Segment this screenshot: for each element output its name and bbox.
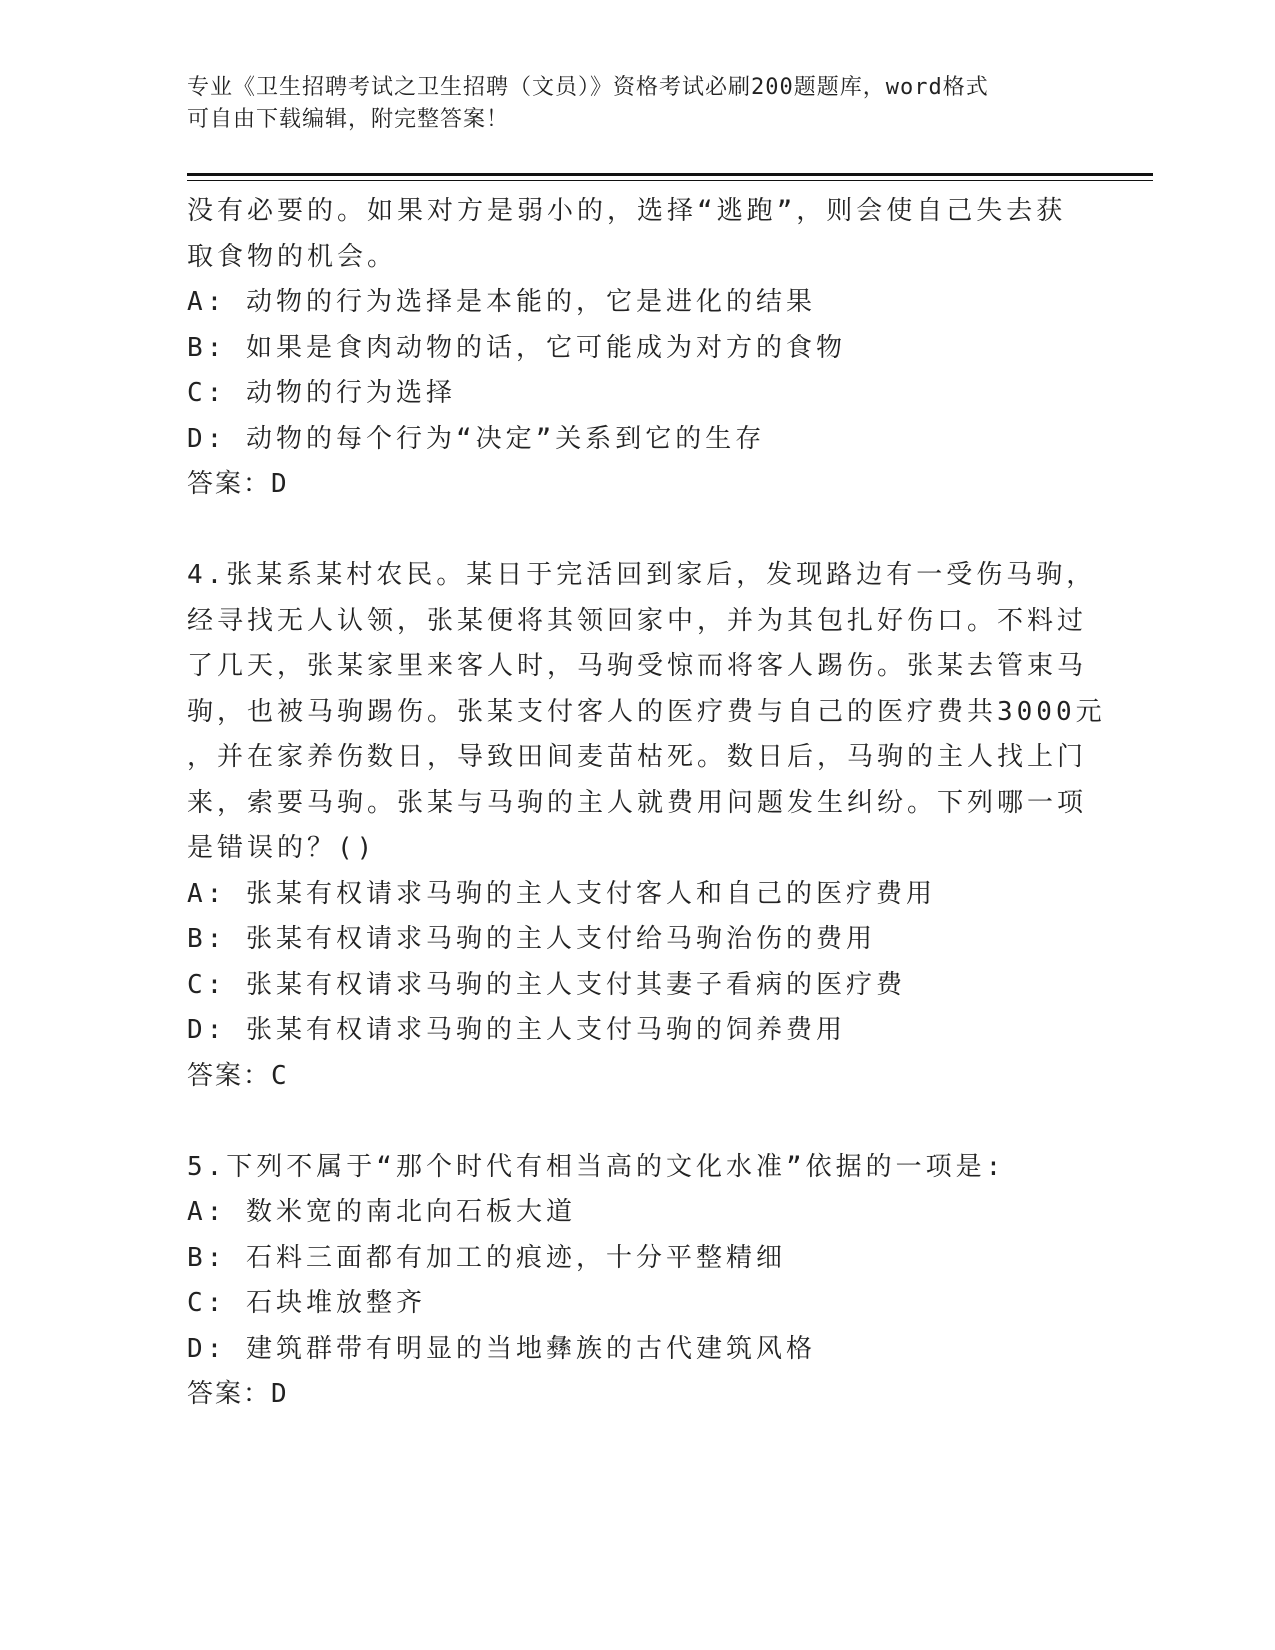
answer-line: 答案：D [187,469,289,499]
option-b: B: 石料三面都有加工的痕迹，十分平整精细 [187,1242,786,1273]
question-text-line: 取食物的机会。 [187,241,398,272]
question-5 [187,1145,1107,1418]
header-divider-thick [187,173,1153,176]
header-title-line-1: 专业《卫生招聘考试之卫生招聘（文员）》资格考试必刷200题题库，word格式 [187,75,989,100]
answer-line: 答案：D [187,1379,289,1409]
option-a: A: 动物的行为选择是本能的，它是进化的结果 [187,287,816,317]
question-4 [187,553,1107,1099]
answer-line: 答案：C [187,1060,289,1091]
question-text-line: 没有必要的。如果对方是弱小的，选择“逃跑”，则会使自己失去获 [187,196,1067,226]
option-a: A: 数米宽的南北向石板大道 [187,1197,576,1227]
option-c: C: 动物的行为选择 [187,378,456,408]
question-text-line: 了几天，张某家里来客人时，马驹受惊而将客人踢伤。张某去管束马 [187,651,1088,681]
question-3-continuation [187,189,1107,508]
question-list [187,189,1107,1418]
option-d: D: 建筑群带有明显的当地彝族的古代建筑风格 [187,1333,816,1364]
option-d: D: 张某有权请求马驹的主人支付马驹的饲养费用 [187,1015,846,1045]
question-text-line: 经寻找无人认领，张某便将其领回家中，并为其包扎好伤口。不料过 [187,605,1088,636]
question-text-line: 5.下列不属于“那个时代有相当高的文化水准”依据的一项是: [187,1151,1006,1182]
header-title-line-2: 可自由下载编辑，附完整答案！ [187,107,510,132]
question-text-line: ，并在家养伤数日，导致田间麦苗枯死。数日后，马驹的主人找上门 [187,742,1088,772]
option-b: B: 张某有权请求马驹的主人支付给马驹治伤的费用 [187,924,876,954]
option-d: D: 动物的每个行为“决定”关系到它的生存 [187,423,766,454]
question-text-line: 来，索要马驹。张某与马驹的主人就费用问题发生纠纷。下列哪一项 [187,787,1088,818]
question-text-line: 驹，也被马驹踢伤。张某支付客人的医疗费与自己的医疗费共3000元 [187,696,1106,727]
spacer [187,508,1107,554]
option-c: C: 张某有权请求马驹的主人支付其妻子看病的医疗费 [187,969,906,1000]
option-b: B: 如果是食肉动物的话，它可能成为对方的食物 [187,332,846,363]
question-text-line: 是错误的？() [187,833,377,863]
option-c: C: 石块堆放整齐 [187,1288,426,1318]
spacer [187,1099,1107,1145]
header-divider-thin [187,180,1153,181]
question-text-line: 4.张某系某村农民。某日于完活回到家后，发现路边有一受伤马驹， [187,560,1097,590]
option-a: A: 张某有权请求马驹的主人支付客人和自己的医疗费用 [187,878,936,909]
page-header [187,72,1087,136]
